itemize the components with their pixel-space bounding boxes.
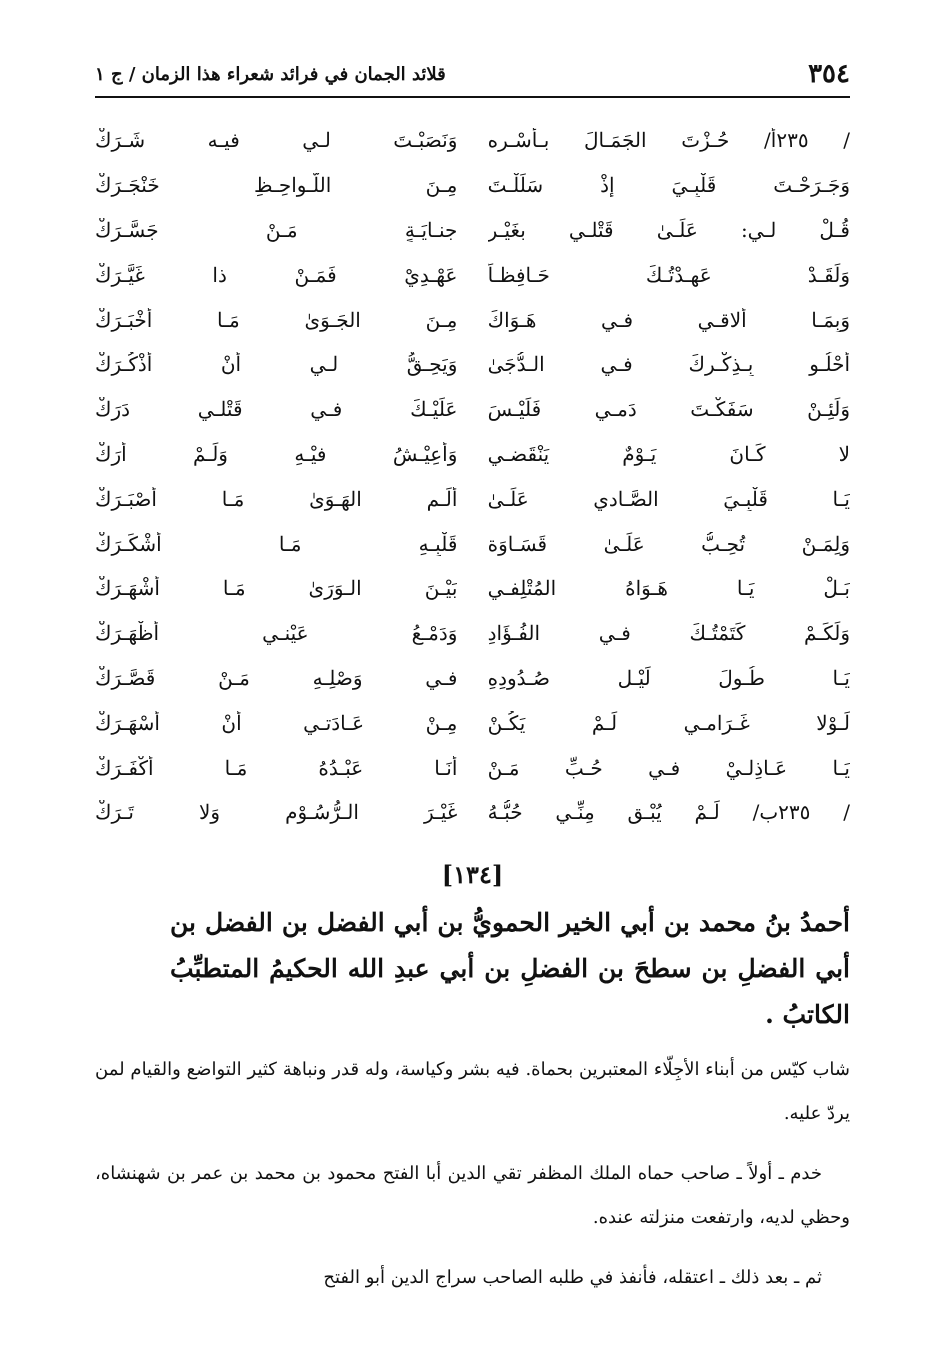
poem-verse [95,118,850,163]
verse-first-hemistich: وَلَكَـمْ كَتَمْتُـكَ فـي الفُـؤَادِ [487,621,850,646]
verse-second-hemistich: أنَـا عَبْـدُهُ مَـا أكْفَـرَكْ [95,755,458,780]
poem-verse [95,387,850,432]
paragraph: ثم ـ بعد ذلك ـ اعتقله، فأنفذ في طلبه الصاحب سراج الدين أبو الفتح [323,1267,822,1288]
verse-second-hemistich: أَلَـمِ الهَـوَىٰ مَـا أصْبَـرَكْ [95,486,458,511]
verse-first-hemistich: بَـلْ يَـا هَـوَاهُ المُتْلِفـي [487,576,850,601]
verse-first-hemistich: أَحْلُـو بِـذِكْـرِكَ فـي الـدُّجَىٰ [487,352,850,377]
entry-title: أحمدُ بنُ محمد بن أبي الخير الحمويُّ بن أبي الفضل بن الفضل بن أبي الفضلِ بن سطحَ بن الفضلِ بن أبي عبدِ الله الحكيمُ المتطبِّبُ الكاتبُ . [170,908,850,1029]
verse-first-hemistich: / ٢٣٥ب/ لَـمْ يُبْـقِ مِنِّـي حُبُّـهُ [487,800,850,825]
verse-second-hemistich: جنـايَـةٍ مَـنْ جَسَّـرَكْ [95,217,458,242]
poem [95,118,850,835]
verse-second-hemistich: مِـنَ اللَّـواحِـظِ خَنْجَـرَكْ [95,173,458,198]
page-number: ٣٥٤ [808,59,850,89]
poem-verse [95,745,850,790]
verse-first-hemistich: لَـوْلا غَـرَامـي لَـمْ يَكُـنْ [487,710,850,735]
verse-first-hemistich: وَلِمَـنْ تُحِـبُّ عَلَـىٰ قَسَـاوَة [487,531,850,556]
verse-first-hemistich: / ٢٣٥أ/ حُـزْتَ الجَمَـالَ بـأسْـرِه [487,128,850,153]
paragraph: شاب كيّس من أبناء الأجِلّاء المعتبرين بحماة. فيه بشر وكياسة، وله قدر ونباهة كثير التواضع والقيام لمن يردّ عليه. [95,1059,850,1124]
verse-first-hemistich: وَبِمَـا أُلاقـي فـي هَـوَاكَ [487,307,850,332]
paragraph: خدم ـ أولاً ـ صاحب حماه الملك المظفر تقي الدين أبا الفتح محمود بن محمد بن عمر بن شهنشاه، وحظي لديه، وارتفعت منزلته عنده. [95,1163,850,1228]
verse-first-hemistich: وَجَـرَحْـتَ قَلْبِـيَ إذْ سَلَلْـتَ [487,173,850,198]
verse-first-hemistich: يَـا قَلْبِـيَ الصَّـادي عَلَـىٰ [487,486,850,511]
verse-second-hemistich: غَيْـرَ الـرُّسُـوْمِ وَلا تَـرَكْ [95,800,458,825]
verse-second-hemistich: عَلَيْـكَ فـي قَتْلـي دَرَكْ [95,397,458,422]
verse-second-hemistich: وَيَحِـقُّ لـي أنْ أذْكُـرَكْ [95,352,458,377]
verse-first-hemistich: قُـلْ لـي: عَلَـىٰ قَتْلـي بغَيْـرِ [487,217,850,242]
running-title: قلائد الجمان في فرائد شعراء هذا الزمان / ج ١ [95,63,446,85]
verse-second-hemistich: عَهْـدِيْ فَمَـنْ ذا غَيَّـرَكْ [95,262,458,287]
verse-first-hemistich: يَـا عَـاذِلـيْ فـي حُـبِّ مَـنْ [487,755,850,780]
poem-verse [95,208,850,253]
verse-first-hemistich: لا كَـانَ يَـوْمٌ يَنْقَضـي [487,441,850,466]
poem-verse [95,297,850,342]
verse-first-hemistich: يَـا طُـولَ لَيْـلِ صُـدُودِهِ [487,665,850,690]
verse-second-hemistich: مِـنَ الجَـوَىٰ مَـا أخْبَـرَكْ [95,307,458,332]
poem-verse [95,521,850,566]
poem-verse [95,163,850,208]
entry-number: [١٣٤] [441,860,504,889]
poem-verse [95,700,850,745]
verse-second-hemistich: وَدَمْـعُ عَيْنـي أظْهَـرَكْ [95,621,458,646]
poem-verse [95,476,850,521]
poem-verse [95,566,850,611]
verse-first-hemistich: وَلَئِـنْ سَفَكْـتَ دَمـي فَلَيْـسَ [487,397,850,422]
verse-second-hemistich: مِـنْ عَـادَتـي أنْ أسْهَـرَكْ [95,710,458,735]
poem-verse [95,432,850,477]
poem-verse [95,252,850,297]
biography-text [95,1048,850,1316]
page-header [95,52,850,98]
verse-second-hemistich: وَنَصَبْـتَ لـي فيـه شَـرَكْ [95,128,458,153]
verse-second-hemistich: فـي وَصْلِـهِ مَـنْ قَصَّـرَكْ [95,665,458,690]
poem-verse [95,611,850,656]
verse-first-hemistich: وَلَقَـدْ عَهِـدْتُـكَ حَـافِظـاً [487,262,850,287]
verse-second-hemistich: بَيْـنَ الـوَرَىٰ مَـا أشْهَـرَكْ [95,576,458,601]
verse-second-hemistich: وَأعِيْـشُ فيْـهِ وَلَـمْ أرَكْ [95,441,458,466]
poem-verse [95,656,850,701]
verse-second-hemistich: قَلْبِـهِ مَـا أشْكَـرَكْ [95,531,458,556]
poem-verse [95,790,850,835]
poem-verse [95,342,850,387]
